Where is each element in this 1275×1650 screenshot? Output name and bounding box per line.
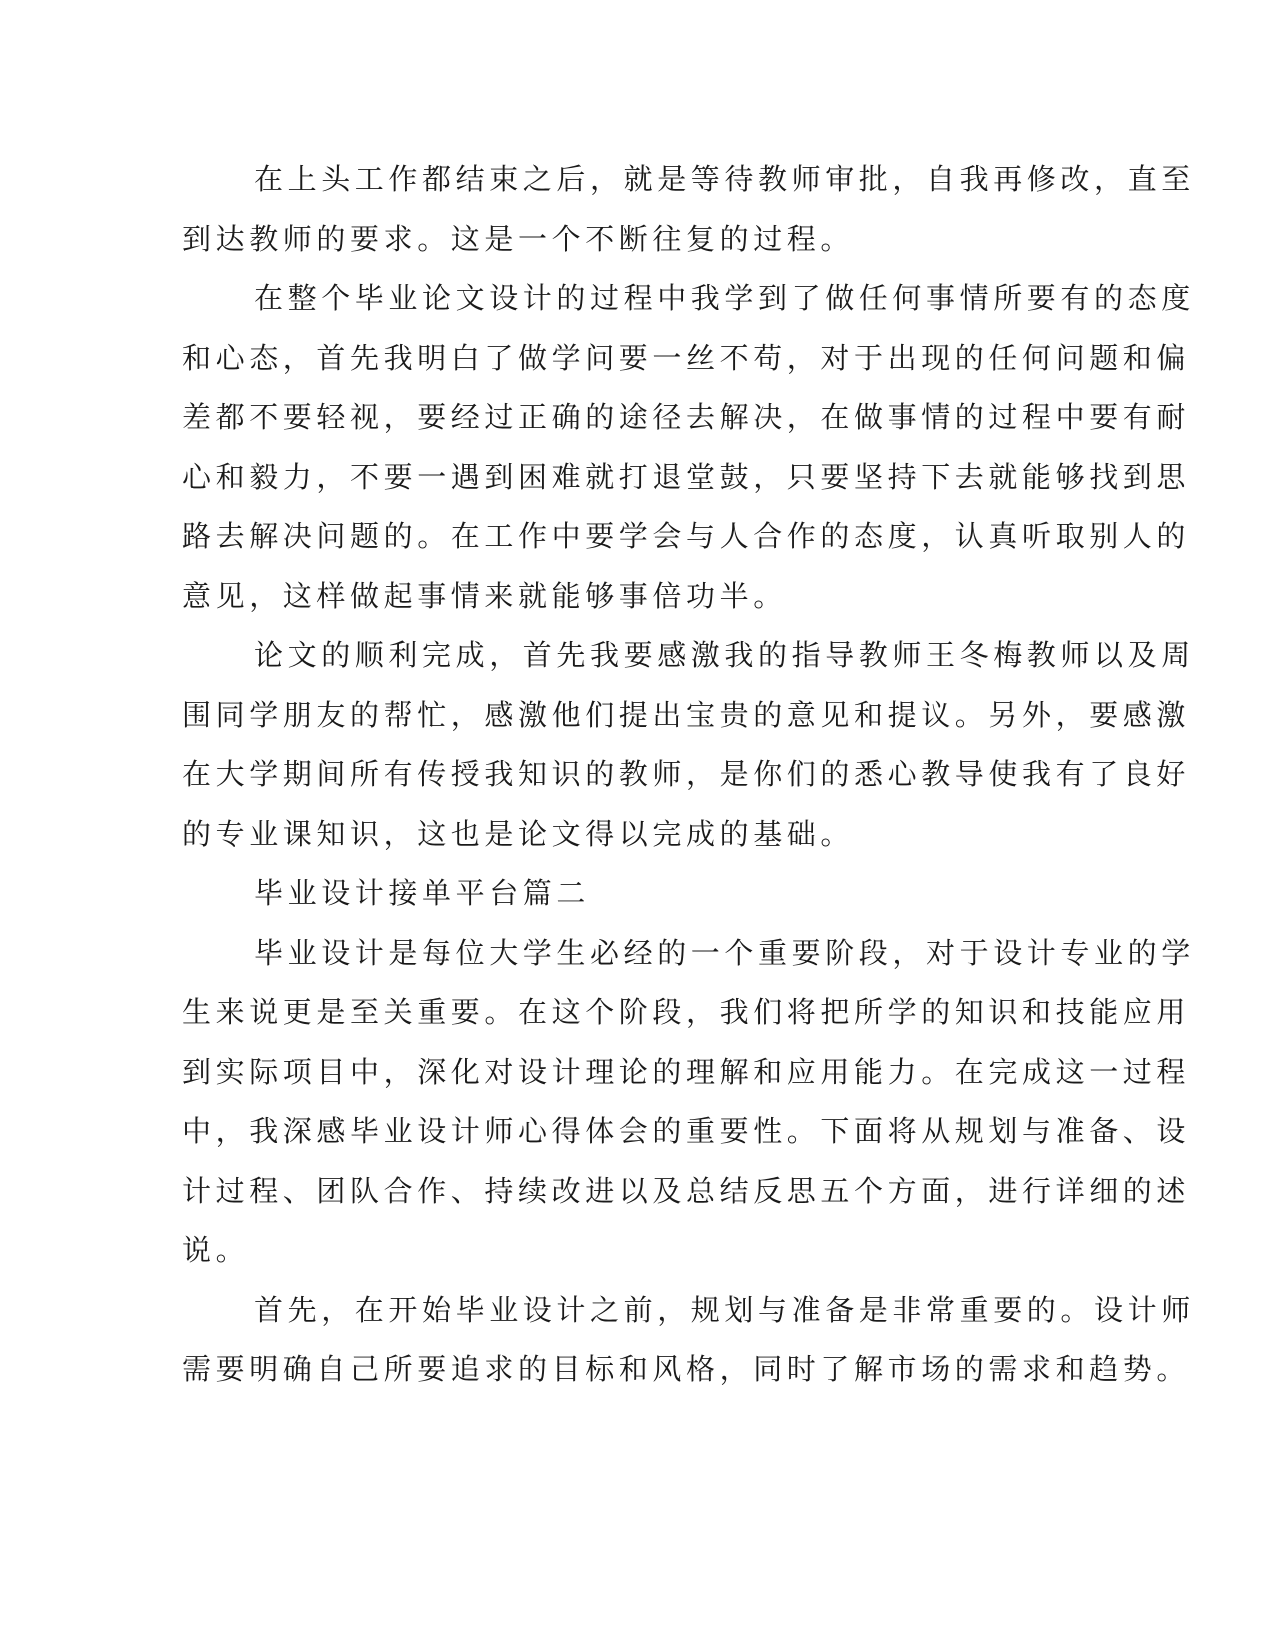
paragraph-line: 论文的顺利完成，首先我要感激我的指导教师王冬梅教师以及周 bbox=[254, 638, 1195, 672]
section-heading: 毕业设计接单平台篇二 bbox=[254, 876, 591, 910]
paragraph-line: 在上头工作都结束之后，就是等待教师审批，自我再修改，直至 bbox=[254, 162, 1195, 196]
paragraph-line: 路去解决问题的。在工作中要学会与人合作的态度，认真听取别人的 bbox=[182, 519, 1191, 553]
paragraph-line: 说。 bbox=[182, 1233, 250, 1267]
paragraph-line: 的专业课知识，这也是论文得以完成的基础。 bbox=[182, 816, 855, 851]
paragraph-line: 差都不要轻视，要经过正确的途径去解决，在做事情的过程中要有耐 bbox=[182, 400, 1191, 434]
paragraph-line: 和心态，首先我明白了做学问要一丝不苟，对于出现的任何问题和偏 bbox=[182, 340, 1191, 375]
paragraph-line: 在大学期间所有传授我知识的教师，是你们的悉心教导使我有了良好 bbox=[182, 757, 1191, 791]
paragraph-line: 需要明确自己所要追求的目标和风格，同时了解市场的需求和趋势。 bbox=[182, 1352, 1191, 1386]
paragraph-line: 毕业设计是每位大学生必经的一个重要阶段，对于设计专业的学 bbox=[254, 935, 1195, 970]
paragraph-line: 到达教师的要求。这是一个不断往复的过程。 bbox=[182, 221, 855, 256]
document-page bbox=[182, 150, 1195, 1400]
paragraph-line: 心和毅力，不要一遇到困难就打退堂鼓，只要坚持下去就能够找到思 bbox=[182, 459, 1191, 494]
paragraph-line: 首先，在开始毕业设计之前，规划与准备是非常重要的。设计师 bbox=[254, 1292, 1195, 1327]
paragraph-line: 意见，这样做起事情来就能够事倍功半。 bbox=[182, 578, 787, 613]
paragraph-line: 到实际项目中，深化对设计理论的理解和应用能力。在完成这一过程 bbox=[182, 1054, 1191, 1089]
paragraph-line: 中，我深感毕业设计师心得体会的重要性。下面将从规划与准备、设 bbox=[182, 1114, 1191, 1148]
paragraph-line: 在整个毕业论文设计的过程中我学到了做任何事情所要有的态度 bbox=[254, 281, 1195, 315]
paragraph-line: 计过程、团队合作、持续改进以及总结反思五个方面，进行详细的述 bbox=[182, 1173, 1191, 1208]
paragraph-line: 围同学朋友的帮忙，感激他们提出宝贵的意见和提议。另外，要感激 bbox=[182, 697, 1191, 732]
paragraph-line: 生来说更是至关重要。在这个阶段，我们将把所学的知识和技能应用 bbox=[182, 995, 1191, 1029]
